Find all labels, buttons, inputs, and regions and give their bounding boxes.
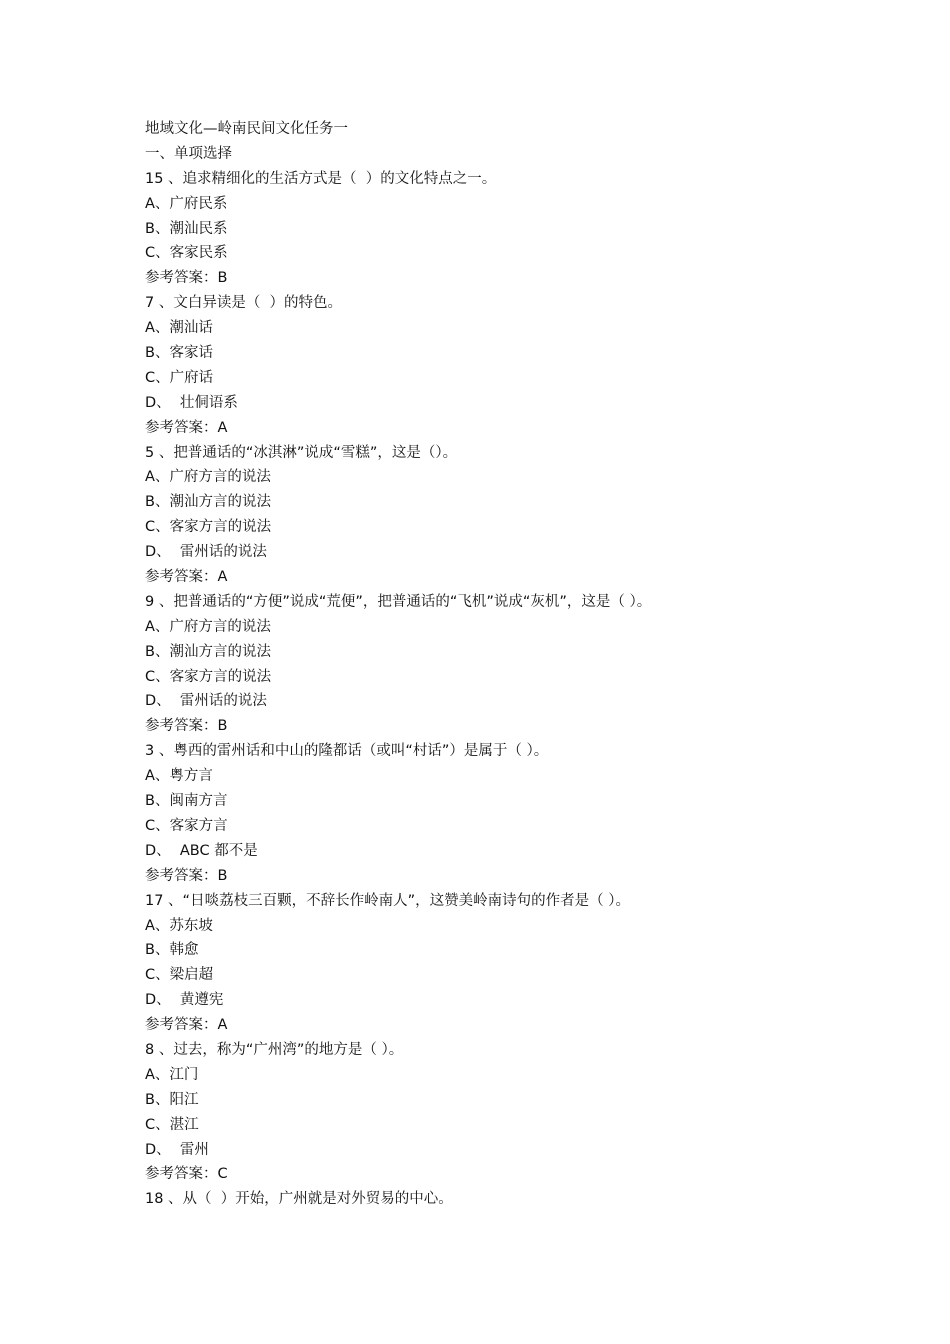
question-stem: 15 、追求精细化的生活方式是（ ）的文化特点之一。 (145, 170, 497, 187)
option-b: B、潮汕方言的说法 (145, 494, 271, 511)
question-stem: 7 、文白异读是（ ）的特色。 (145, 295, 343, 312)
option-c: C、客家方言的说法 (145, 668, 272, 685)
reference-answer: 参考答案：B (145, 867, 228, 884)
option-b: B、闽南方言 (145, 793, 228, 810)
option-b: B、潮汕民系 (145, 220, 228, 237)
question-block (145, 1038, 845, 1187)
question-block (145, 291, 845, 440)
option-c: C、客家方言 (145, 817, 228, 834)
question-stem: 9 、把普通话的“方便”说成“荒便”，把普通话的“飞机”说成“灰机”，这是（ ）。 (145, 593, 652, 610)
section-heading: 一、单项选择 (145, 145, 232, 162)
option-d: D、 雷州话的说法 (145, 544, 267, 561)
option-b: B、阳江 (145, 1091, 199, 1108)
option-a: A、广府民系 (145, 195, 228, 212)
option-d: D、 壮侗语系 (145, 394, 238, 411)
question-block (145, 1187, 845, 1212)
reference-answer: 参考答案：C (145, 1166, 228, 1183)
option-c: C、梁启超 (145, 967, 214, 984)
option-d: D、 雷州话的说法 (145, 693, 267, 710)
question-block (145, 889, 845, 1038)
option-a: A、广府方言的说法 (145, 618, 271, 635)
option-b: B、潮汕方言的说法 (145, 643, 271, 660)
option-b: B、韩愈 (145, 942, 199, 959)
question-stem: 5 、把普通话的“冰淇淋”说成“雪糕”，这是（）。 (145, 444, 458, 461)
question-block (145, 590, 845, 739)
option-c: C、客家民系 (145, 245, 228, 262)
option-d: D、 ABC 都不是 (145, 842, 258, 859)
option-c: C、客家方言的说法 (145, 519, 272, 536)
option-a: A、粤方言 (145, 768, 213, 785)
reference-answer: 参考答案：A (145, 1017, 228, 1034)
question-stem: 18 、从（ ）开始，广州就是对外贸易的中心。 (145, 1191, 453, 1208)
option-a: A、江门 (145, 1066, 199, 1083)
question-stem: 3 、粤西的雷州话和中山的隆都话（或叫“村话”）是属于（ ）。 (145, 743, 549, 760)
option-b: B、客家话 (145, 345, 213, 362)
question-stem: 17 、“日啖荔枝三百颗，不辞长作岭南人”，这赞美岭南诗句的作者是（ ）。 (145, 892, 630, 909)
option-d: D、 雷州 (145, 1141, 209, 1158)
reference-answer: 参考答案：B (145, 270, 228, 287)
question-block (145, 167, 845, 291)
option-c: C、广府话 (145, 369, 214, 386)
option-a: A、潮汕话 (145, 320, 213, 337)
reference-answer: 参考答案：A (145, 569, 228, 586)
reference-answer: 参考答案：A (145, 419, 228, 436)
question-block (145, 441, 845, 590)
option-a: A、广府方言的说法 (145, 469, 271, 486)
document-page (145, 117, 845, 1212)
option-c: C、湛江 (145, 1116, 199, 1133)
reference-answer: 参考答案：B (145, 718, 228, 735)
option-d: D、 黄遵宪 (145, 992, 224, 1009)
document-title: 地域文化—岭南民间文化任务一 (145, 121, 348, 137)
question-block (145, 739, 845, 888)
question-stem: 8 、过去，称为“广州湾”的地方是（ ）。 (145, 1041, 404, 1058)
option-a: A、苏东坡 (145, 917, 213, 934)
